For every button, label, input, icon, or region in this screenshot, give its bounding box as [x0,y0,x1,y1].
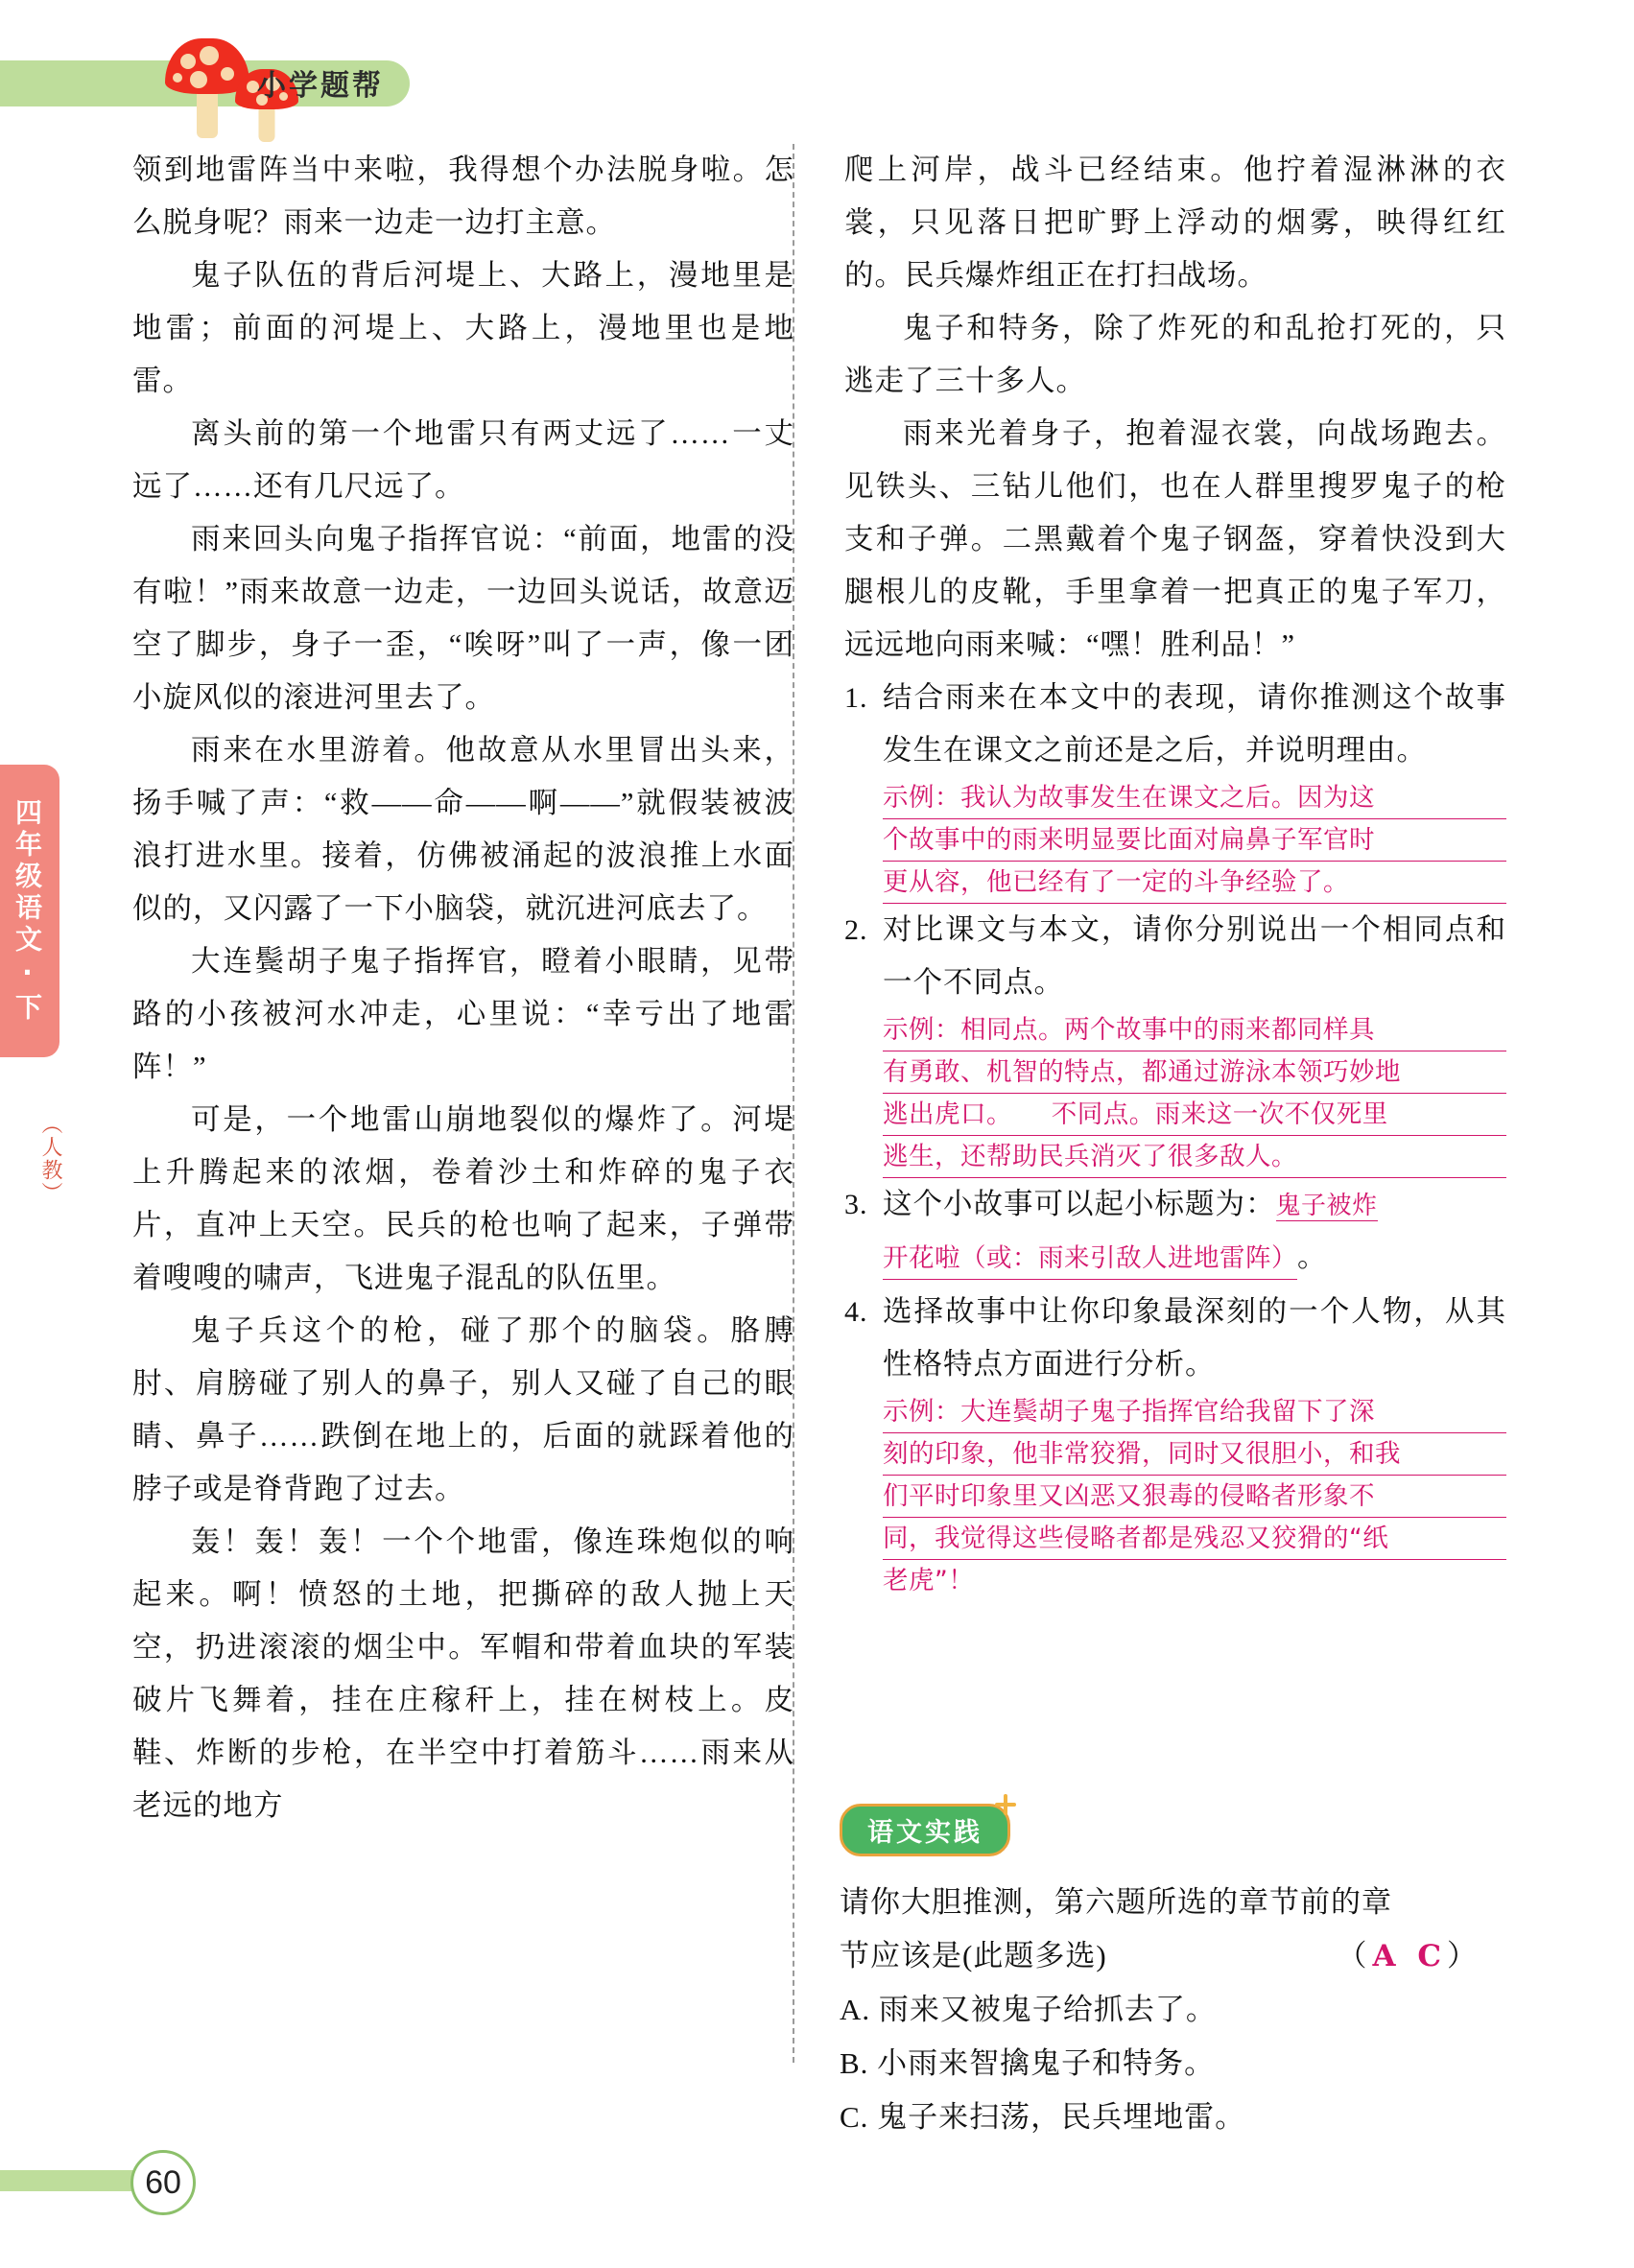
paragraph: 可是，一个地雷山崩地裂似的爆炸了。河堤上升腾起来的浓烟，卷着沙土和炸碎的鬼子衣片，直冲上天空。民兵的枪也响了起来，子弹带着嗖嗖的啸声，飞进鬼子混乱的队伍里。 [132,1103,794,1294]
answer-4 [844,1391,1506,1602]
question-4 [844,1286,1506,1391]
paragraph: 离头前的第一个地雷只有两丈远了……一丈远了……还有几尺远了。 [132,417,794,503]
option-c[interactable]: C. 鬼子来扫荡，民兵埋地雷。 [840,2100,1246,2134]
sparkle-icon [995,1794,1016,1815]
question-2-text: 对比课文与本文，请你分别说出一个相同点和一个不同点。 [883,913,1506,999]
paragraph: 爬上河岸，战斗已经结束。他拧着湿淋淋的衣裳，只见落日把旷野上浮动的烟雾，映得红红的。民兵爆炸组正在打扫战场。 [844,154,1506,292]
edition-tab [29,1097,71,1221]
paragraph: 大连鬓胡子鬼子指挥官，瞪着小眼睛，见带路的小孩被河水冲走，心里说：“幸亏出了地雷阵！” [132,945,794,1083]
answer-3-part1 [1276,1192,1378,1221]
answer-line: 示例：大连鬓胡子鬼子指挥官给我留下了深 [883,1391,1506,1433]
selected-answer: A C [1372,1939,1447,1973]
answer-line: 示例：我认为故事发生在课文之后。因为这 [883,777,1506,819]
paragraph: 鬼子兵这个的枪，碰了那个的脑袋。胳膊肘、肩膀碰了别人的鼻子，别人又碰了自己的眼睛、鼻子……跌倒在地上的，后面的就踩着他的脖子或是脊背跑了过去。 [132,1314,794,1505]
paragraph: 雨来在水里游着。他故意从水里冒出头来，扬手喊了声：“救——命——啊——”就假装被波浪打进水里。接着，仿佛被涌起的波浪推上水面似的，又闪露了一下小脑袋，就沉进河底去了。 [132,734,794,925]
left-text-column [132,144,794,1832]
paren-open: （ [1337,1939,1373,1973]
practice-badge [840,1804,1010,1856]
question-1-text: 结合雨来在本文中的表现，请你推测这个故事发生在课文之前还是之后，并说明理由。 [883,681,1506,767]
question-3-number: 3. [844,1189,868,1220]
practice-badge-label: 语文实践 [867,1818,983,1848]
answer-line: 更从容，他已经有了一定的斗争经验了。 [883,862,1506,904]
answer-line: 逃出虎口。 不同点。雨来这一次不仅死里 [883,1094,1506,1136]
page-number: 60 [130,2150,196,2215]
option-a[interactable]: A. 雨来又被鬼子给抓去了。 [840,1993,1217,2026]
answer-2 [844,1009,1506,1178]
question-2-number: 2. [844,914,868,946]
paragraph: 鬼子队伍的背后河堤上、大路上，漫地里是地雷；前面的河堤上、大路上，漫地里也是地雷。 [132,259,794,397]
question-3-tail: 。 [1297,1240,1327,1273]
grade-subject-tab [0,765,59,1057]
question-4-text: 选择故事中让你印象最深刻的一个人物，从其性格特点方面进行分析。 [883,1295,1506,1381]
answer-line: 刻的印象，他非常狡猾，同时又很胆小，和我 [883,1433,1506,1476]
paragraph: 雨来回头向鬼子指挥官说：“前面，地雷的没有啦！”雨来故意一边走，一边回头说话，故意迈空了脚步，身子一歪，“唉呀”叫了一声，像一团小旋风似的滚进河里去了。 [132,523,794,714]
paragraph: 轰！轰！轰！一个个地雷，像连珠炮似的响起来。啊！愤怒的土地，把撕碎的敌人抛上天空，扔进滚滚的烟尘中。军帽和带着血块的军装破片飞舞着，挂在庄稼秆上，挂在树枝上。皮鞋、炸断的步枪，在半空中打着筋斗……雨来从老远的地方 [132,1525,794,1822]
question-3-text: 这个小故事可以起小标题为： [883,1188,1276,1220]
paren-close: ） [1447,1939,1482,1973]
practice-question-block [840,1876,1511,2144]
answer-line: 开花啦（或：雨来引敌人进地雷阵） [883,1238,1297,1280]
answer-line: 示例：相同点。两个故事中的雨来都同样具 [883,1009,1506,1051]
question-3 [844,1178,1506,1231]
question-4-number: 4. [844,1296,868,1328]
practice-stem-line-2-row [840,1929,1511,1983]
question-1 [844,672,1506,777]
answer-1 [844,777,1506,904]
practice-stem-line-2: 节应该是(此题多选) [840,1939,1107,1973]
answer-line: 们平时印象里又凶恶又狠毒的侵略者形象不 [883,1476,1506,1518]
answer-line: 个故事中的雨来明显要比面对扁鼻子军官时 [883,819,1506,862]
answer-line: 有勇敢、机智的特点，都通过游泳本领巧妙地 [883,1051,1506,1094]
paragraph: 雨来光着身子，抱着湿衣裳，向战场跑去。见铁头、三钻儿他们，也在人群里搜罗鬼子的枪支和子弹。二黑戴着个鬼子钢盔，穿着快没到大腿根儿的皮靴，手里拿着一把真正的鬼子军刀，远远地向雨来喊：“嘿！胜利品！” [844,417,1506,661]
edition-label: （人教） [38,1113,62,1205]
answer-line: 同，我觉得这些侵略者都是残忍又狡猾的“纸 [883,1518,1506,1560]
question-2 [844,904,1506,1009]
practice-stem-line-1: 请你大胆推测，第六题所选的章节前的章 [840,1885,1392,1919]
paragraph: 领到地雷阵当中来啦，我得想个办法脱身啦。怎么脱身呢？雨来一边走一边打主意。 [132,154,794,239]
answer-line: 老虎”！ [883,1566,975,1595]
grade-subject-label: 四年级语文·下 [12,797,43,1025]
paragraph: 鬼子和特务，除了炸死的和乱抢打死的，只逃走了三十多人。 [844,312,1506,397]
answer-line: 逃生，还帮助民兵消灭了很多敌人。 [883,1136,1506,1178]
option-b[interactable]: B. 小雨来智擒鬼子和特务。 [840,2046,1216,2080]
answer-parentheses [1337,1929,1482,1983]
answer-3-part1-text: 鬼子被炸 [1275,1192,1378,1220]
question-1-number: 1. [844,682,868,714]
answer-3-continued [844,1231,1506,1284]
practice-badge-wrapper [840,1804,1010,1856]
right-text-column [844,144,1506,1602]
page-title: 小学题帮 [257,69,384,103]
